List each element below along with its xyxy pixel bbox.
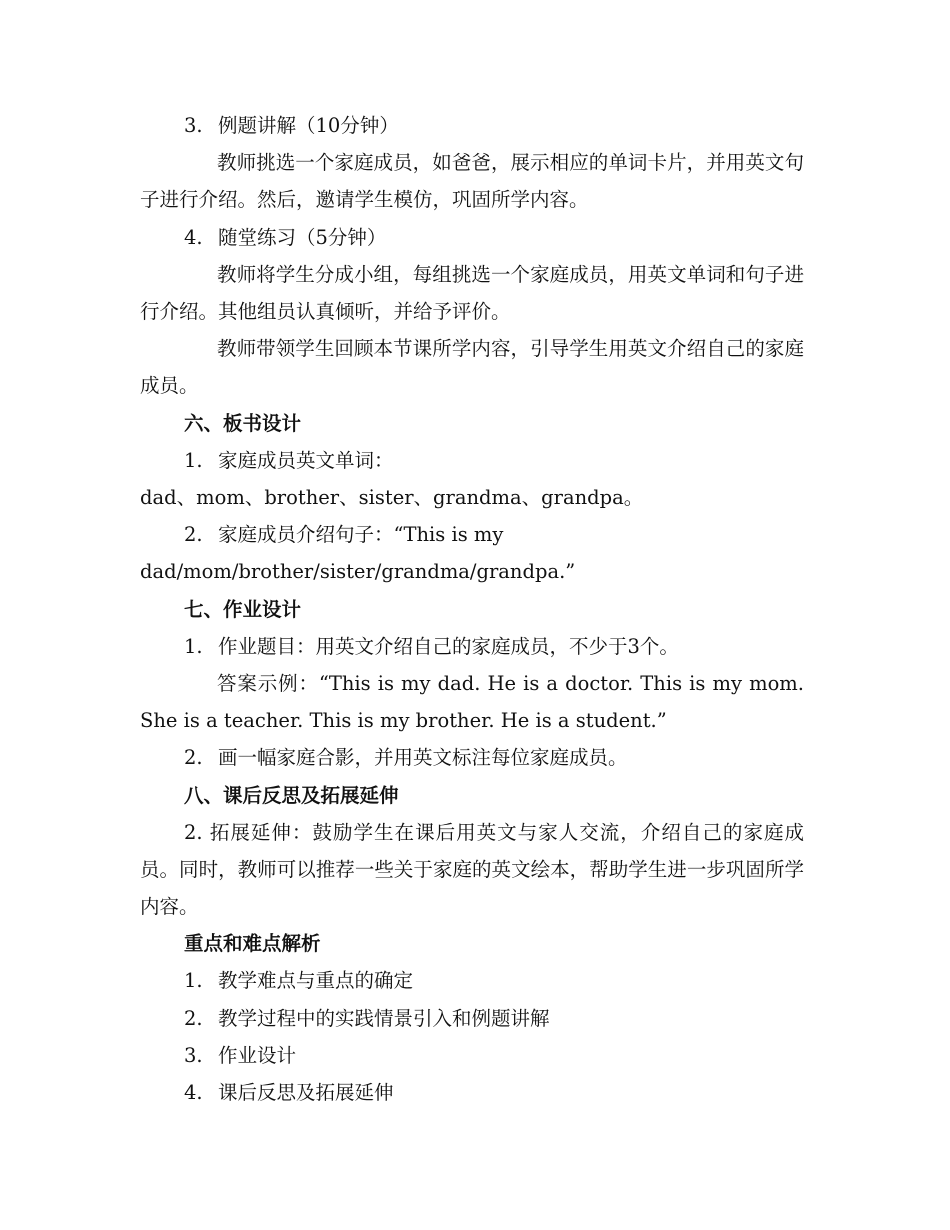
key-point-number: 4. bbox=[184, 1081, 203, 1105]
board-item-2 bbox=[140, 516, 804, 553]
section-3-title-text: 例题讲解（10分钟） bbox=[218, 114, 399, 137]
heading-reflection-extension: 八、课后反思及拓展延伸 bbox=[184, 783, 399, 807]
section-4-paragraph-1: 教师将学生分成小组，每组挑选一个家庭成员，用英文单词和句子进行介绍。其他组员认真倾听，并给予评价。 bbox=[140, 262, 804, 323]
board-item-1-words: dad、mom、brother、sister、grandma、grandpa。 bbox=[140, 485, 644, 509]
homework-item-2 bbox=[140, 739, 804, 776]
key-point-number: 1. bbox=[184, 969, 203, 993]
board-item-1-number: 1. bbox=[184, 448, 203, 472]
section-4-paragraph-2: 教师带领学生回顾本节课所学内容，引导学生用英文介绍自己的家庭成员。 bbox=[140, 337, 804, 398]
document-body bbox=[140, 107, 804, 1111]
section-4-title bbox=[140, 219, 804, 256]
key-point-text: 作业设计 bbox=[218, 1043, 297, 1067]
heading-board-design: 六、板书设计 bbox=[184, 411, 302, 435]
extension-paragraph: 2. 拓展延伸：鼓励学生在课后用英文与家人交流，介绍自己的家庭成员。同时，教师可以推荐一些关于家庭的英文绘本，帮助学生进一步巩固所学内容。 bbox=[140, 820, 804, 919]
key-point-item bbox=[140, 1000, 804, 1037]
board-item-1-text: 家庭成员英文单词： bbox=[218, 448, 394, 472]
heading-key-difficult-points: 重点和难点解析 bbox=[184, 932, 321, 956]
section-3-title bbox=[140, 107, 804, 144]
key-point-text: 课后反思及拓展延伸 bbox=[218, 1081, 394, 1105]
board-item-2-number: 2. bbox=[184, 523, 203, 547]
homework-item-1 bbox=[140, 628, 804, 665]
homework-item-1-text: 作业题目：用英文介绍自己的家庭成员，不少于3个。 bbox=[218, 634, 679, 658]
section-3-paragraph: 教师挑选一个家庭成员，如爸爸，展示相应的单词卡片，并用英文句子进行介绍。然后，邀请学生模仿，巩固所学内容。 bbox=[140, 151, 804, 212]
key-point-text: 教学过程中的实践情景引入和例题讲解 bbox=[218, 1006, 550, 1030]
key-point-number: 3. bbox=[184, 1043, 203, 1067]
section-4-title-text: 随堂练习（5分钟） bbox=[218, 225, 387, 249]
homework-item-2-number: 2. bbox=[184, 746, 203, 770]
heading-homework-design: 七、作业设计 bbox=[184, 597, 302, 621]
homework-answer-example: 答案示例：“This is my dad. He is a doctor. This is my mom. She is a teacher. This is my brother. He is a student.” bbox=[140, 671, 804, 733]
homework-item-1-number: 1. bbox=[184, 634, 203, 658]
key-point-text: 教学难点与重点的确定 bbox=[218, 969, 414, 993]
board-item-1 bbox=[140, 442, 804, 479]
board-item-2-continuation: dad/mom/brother/sister/grandma/grandpa.” bbox=[140, 560, 576, 584]
key-point-item bbox=[140, 1074, 804, 1111]
homework-item-2-text: 画一幅家庭合影，并用英文标注每位家庭成员。 bbox=[218, 746, 628, 770]
section-3-number: 3. bbox=[184, 114, 203, 137]
section-4-number: 4. bbox=[184, 225, 203, 249]
board-item-2-text: 家庭成员介绍句子：“This is my bbox=[218, 523, 504, 547]
key-point-number: 2. bbox=[184, 1006, 203, 1030]
key-point-item bbox=[140, 962, 804, 999]
key-point-item bbox=[140, 1037, 804, 1074]
